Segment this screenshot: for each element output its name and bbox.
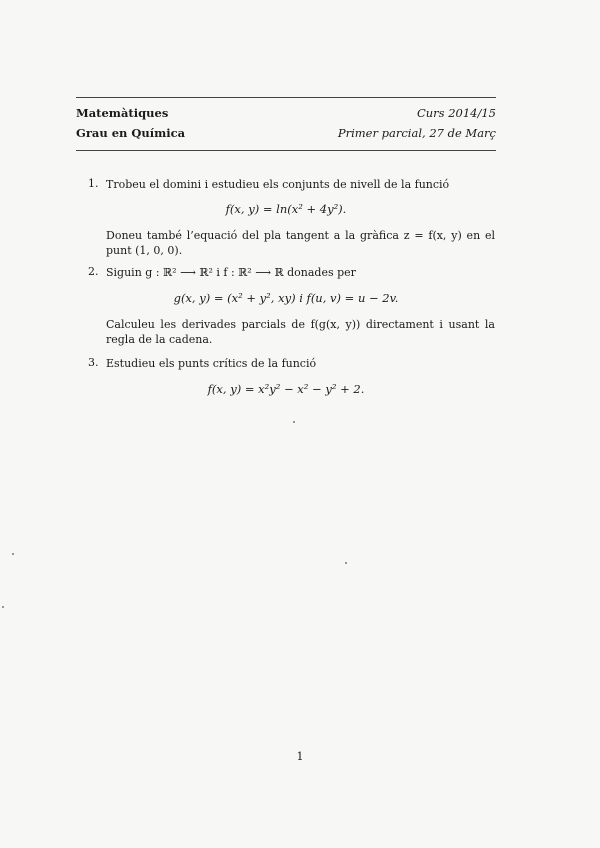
scan-speck [293, 421, 295, 423]
problem-3-statement: Estudieu els punts crítics de la funció [106, 357, 317, 370]
degree-title: Grau en Química [76, 126, 186, 140]
header-bottom-rule [76, 150, 496, 151]
problem-2-followup: Calculeu les derivades parcials de f(g(x, y)) directament i usant la regla de la cadena. [106, 318, 495, 346]
scan-speck [345, 562, 347, 564]
page-number: 1 [296, 750, 304, 763]
problem-3-number: 3. [88, 356, 99, 369]
problem-2-equation: g(x, y) = (x² + y², xy) i f(u, v) = u − 2v. [173, 291, 399, 305]
problem-2-statement: Siguin g : ℝ² ⟶ ℝ² i f : ℝ² ⟶ ℝ donades per [106, 266, 356, 279]
scan-speck [2, 606, 4, 608]
course-year: Curs 2014/15 [416, 106, 496, 120]
header-top-rule [76, 97, 496, 98]
problem-3-equation: f(x, y) = x²y² − x² − y² + 2. [207, 382, 365, 396]
problem-1-statement: Trobeu el domini i estudieu els conjunts de nivell de la funció [106, 178, 450, 191]
problem-1-number: 1. [88, 177, 99, 190]
exam-date: Primer parcial, 27 de Març [337, 126, 496, 140]
scan-speck [12, 553, 14, 555]
problem-1-equation: f(x, y) = ln(x² + 4y²). [225, 202, 347, 216]
subject-title: Matemàtiques [76, 106, 169, 120]
problem-2-number: 2. [88, 265, 99, 278]
problem-1-followup: Doneu també l’equació del pla tangent a la gràfica z = f(x, y) en el punt (1, 0, 0). [106, 229, 495, 257]
